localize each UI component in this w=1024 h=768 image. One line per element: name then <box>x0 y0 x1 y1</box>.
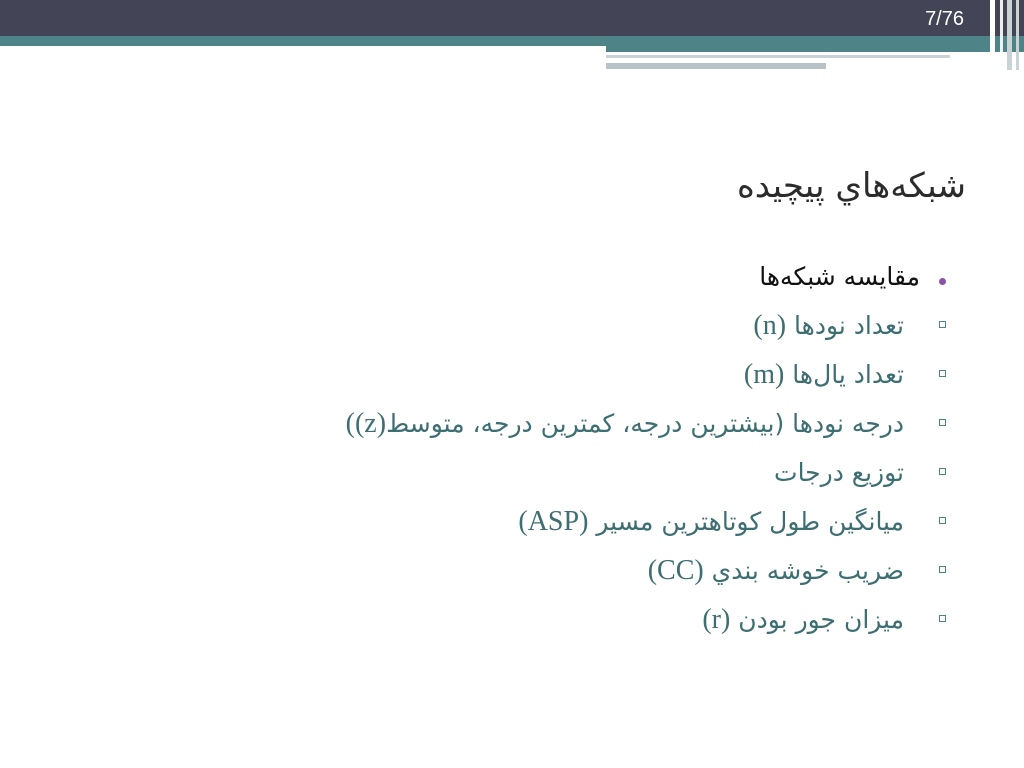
list-item <box>140 497 948 546</box>
sub-item-label: توزيع درجات <box>774 458 904 487</box>
bullet-list <box>140 262 948 291</box>
header-gray-line <box>606 63 826 69</box>
hollow-square-bullet-icon <box>939 566 946 573</box>
header-teal-stripe <box>0 36 1024 46</box>
header-vertical-bar <box>1007 0 1012 70</box>
sub-item-label: تعداد يال‌ها (m) <box>743 359 904 390</box>
hollow-square-bullet-icon <box>939 517 946 524</box>
hollow-square-bullet-icon <box>939 321 946 328</box>
header-teal-accent <box>606 46 1024 52</box>
bullet-label: مقايسه شبکه‌ها <box>759 262 920 291</box>
list-item <box>140 262 948 291</box>
hollow-square-bullet-icon <box>939 370 946 377</box>
list-item <box>140 595 948 644</box>
list-item <box>140 448 948 497</box>
page-number: 7/76 <box>925 8 964 30</box>
sub-item-label: ميزان جور بودن (r) <box>702 604 904 635</box>
sub-item-label: تعداد نودها (n) <box>753 310 904 341</box>
sub-item-label: درجه نودها (بيشترين درجه، کمترين درجه، متوسط(z)) <box>345 408 904 439</box>
list-item <box>140 399 948 448</box>
sub-bullet-list <box>140 301 948 644</box>
sub-item-label: ميانگين طول کوتاهترين مسير (ASP) <box>518 506 904 537</box>
header-vertical-bar <box>990 0 995 70</box>
slide-title: شبکه‌هاي پيچيده <box>736 166 966 206</box>
header-vertical-bar <box>1016 0 1019 70</box>
slide-content <box>140 262 948 644</box>
header-band <box>0 0 1024 36</box>
list-item <box>140 301 948 350</box>
sub-item-label: ضريب خوشه بندي (CC) <box>647 555 904 586</box>
hollow-square-bullet-icon <box>939 615 946 622</box>
list-item <box>140 350 948 399</box>
header-vertical-bar <box>1000 0 1003 70</box>
hollow-square-bullet-icon <box>939 419 946 426</box>
header-gray-line <box>606 55 950 58</box>
list-item <box>140 546 948 595</box>
filled-circle-bullet-icon <box>939 278 946 285</box>
hollow-square-bullet-icon <box>939 468 946 475</box>
